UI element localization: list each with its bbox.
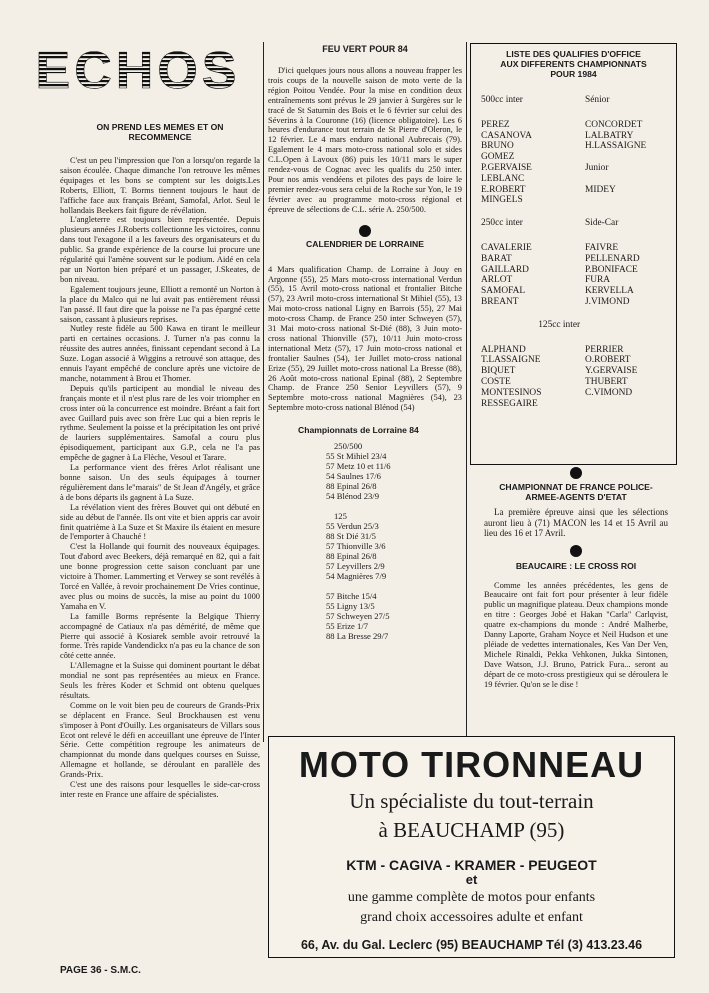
echos-article <box>60 122 260 800</box>
qualified-rider: P.BONIFACE <box>585 264 638 275</box>
championnat-item: 55 St Mihiel 23/4 <box>326 451 387 462</box>
championnat-group-label: 250/500 <box>334 441 363 452</box>
echos-paragraph: Egalement toujours jeune, Elliott a remonté un Norton à la place du Malco qui ne lui avait pas entièrement réussi l'an passé. Il faut dire que la poisse ne l'a pas épargné cette saison, cassant à plusieurs reprises. <box>60 284 260 324</box>
qualified-rider: FAIVRE <box>585 242 619 253</box>
championnat-item: 57 Leyvillers 2/9 <box>326 561 385 572</box>
echos-paragraph: La performance vient des frères Arlot réalisant une bonne saison. Un des seuls équipages à tourner régulièrement dans le"marais" de St Jean d'Angély, et grâce à de bons départs ils gagnent à La Suze. <box>60 463 260 502</box>
police-text: La première épreuve ainsi que les sélections auront lieu à (71) MACON les 14 et 15 Avril au lieu des 16 et 17 Avril. <box>484 507 668 538</box>
echos-paragraph: La famille Borms représente la Belgique Thierry accompagné de Catiaux n'a pas démérité, de même que Pierre qui associé à Kosiarek semble avoir retrouvé la forme. Très rapide Vandendickx n'a pas eu la chance de son côté cette année. <box>60 611 260 661</box>
qualified-rider <box>585 195 646 206</box>
qualified-rider: J.VIMOND <box>585 296 630 307</box>
qualified-rider <box>585 399 637 410</box>
qualified-rider: MONTESINOS <box>481 387 542 398</box>
qualified-rider: GAILLARD <box>481 264 529 275</box>
qualified-rider: Junior <box>585 162 609 173</box>
qualified-rider: ARLOT <box>481 275 513 286</box>
qualifies-section-title: Side-Car <box>585 218 619 229</box>
championnat-group <box>326 511 462 581</box>
page-footer: PAGE 36 - S.M.C. <box>60 965 141 976</box>
championnat-item: 55 Verdun 25/3 <box>326 521 379 532</box>
qualified-rider: COSTE <box>481 376 511 387</box>
echos-logo-text: ECHOS <box>35 44 241 94</box>
championnat-group-label: 125 <box>334 511 347 522</box>
echos-logo <box>34 44 242 94</box>
qualified-rider: FURA <box>585 275 611 286</box>
championnat-item: 55 Ligny 13/5 <box>326 601 375 612</box>
qualifies-section-title: 125cc inter <box>538 319 581 330</box>
championnat-item: 88 La Bresse 29/7 <box>326 631 389 642</box>
championnat-item: 55 Erize 1/7 <box>326 621 368 632</box>
middle-column <box>268 44 462 651</box>
qualified-rider: THUBERT <box>585 376 628 387</box>
qualifies-section-title: 250cc inter <box>481 218 523 229</box>
echos-paragraph: Nutley reste fidèle au 500 Kawa en tirant le meilleur parti en certaines occasions. J. Turner n'a pas connu la réussite des autres années, finissant cependant second à La Suze. Logan associé à Wiggins a retrouvé son attaque, des ennuis l'ayant empêché de conclure après une victoire de manche, notamment à Brou et Thomer. <box>60 324 260 383</box>
echos-paragraph: L'angleterre est toujours bien représentée. Depuis plusieurs années J.Roberts collectionne les victoires, connu dans tout l'exagone il a les faveurs des organisateurs et du public. Sa grande expérience de la course lui procure une régularité qui l'amène souvent sur le podium. Aidé en cela par un Norton bien préparé et un passager, J.Skeates, de bon niveau. <box>60 215 260 284</box>
championnat-item: 54 Blénod 23/9 <box>326 491 379 502</box>
advertisement-box <box>268 736 675 958</box>
championnat-item: 57 Metz 10 et 11/6 <box>326 461 391 472</box>
qualified-rider: CASANOVA <box>481 130 532 141</box>
qualified-rider: MIDEY <box>585 184 616 195</box>
ad-kids-line: une gamme complète de motos pour enfants <box>347 890 596 905</box>
qualified-rider: E.ROBERT <box>481 184 526 195</box>
bullet-dot <box>570 467 582 479</box>
ad-location: à BEAUCHAMP (95) <box>378 818 565 842</box>
echos-paragraph: C'est une des raisons pour lesquelles le side-car-cross inter reste en France une affaire de spécialistes. <box>60 780 260 799</box>
qualified-rider: BRUNO <box>481 141 514 152</box>
qualified-rider: Y.GERVAISE <box>585 366 638 377</box>
echos-paragraph: Comme on le voit bien peu de coureurs de Grands-Prix se déplacent en France. Seul Brockhausen est venu s'imposer à Pont d'Ouilly. Les organisateurs de Villars sous Ecot ont relevé le défi en acceuillant une épreuve de l'Inter Série. Cette compétition regroupe les animateurs de championnat du monde dans quelques courses en Suisse, Allemagne et hollande, se déroulant en parallèle des Grands-Prix. <box>60 700 260 780</box>
bullet-dot <box>359 225 371 237</box>
qualified-rider: O.ROBERT <box>585 355 631 366</box>
qualified-rider: RESSEGAIRE <box>481 398 538 409</box>
echos-paragraph: C'est la Hollande qui fournit des nouveaux équipages. Tout d'abord avec Beekers, déjà remarqué en 82, qui a fait une bonne progression cette saison concluant par une victoire à Thomer. Lammerting et Verwey se sont revélés à Torcé en Vallée, à revoir prochainement De Vries continue, avec plus ou moins de succès, la mise au point du 1000 Yamaha en V. <box>60 542 260 611</box>
qualifies-section <box>481 320 637 410</box>
qualifies-box <box>470 43 677 465</box>
championnat-item: 57 Thionville 3/6 <box>326 541 386 552</box>
ad-specialist: Un spécialiste du tout-terrain <box>349 789 594 813</box>
calendrier-heading: CALENDRIER DE LORRAINE <box>306 238 424 249</box>
ad-brands: KTM - CAGIVA - KRAMER - PEUGEOT <box>346 857 597 873</box>
column-divider-2 <box>466 42 467 742</box>
championnat-group <box>326 441 462 501</box>
qualified-rider: MINGELS <box>481 195 523 206</box>
beaucaire-heading: BEAUCAIRE : LE CROSS ROI <box>515 560 637 571</box>
feu-vert-text: D'ici quelques jours nous allons a nouveau frapper les trois coups de la nouvelle saison de moto verte de la région Poitou Vendée. Pour la mise en condition deux entraînements sont prévus le 29 janvier à Surgères sur le tracé de St Saturnin des Bois et le 6 février sur celui des Séverins à la Couronne (16) (licence obligatoire). Les 6 heures d'endurance tout terrain de St Pierre d'Oleron, le 12 février. Le 4 mars enduro national Aubrecais (79). Egalement le 4 mars moto-cross national solo et sides C.L.Open à Lavoux (86) puis les 10/11 mars le super rendez-vous de Cognac avec les qualifs du 250 inter. Pour nos amis vendéens et pilotes des pays de loire le premier rendez-vous sera celui de la Roche sur Yon, le 19 février avec au programme moto-cross régional et épreuve de sélections de C.L. série A. 250/500. <box>268 66 462 214</box>
column-divider-1 <box>263 42 264 742</box>
bullet-dot <box>570 545 582 557</box>
championnat-item: 57 Schweyen 27/5 <box>326 611 390 622</box>
qualifies-section-title: 500cc inter <box>481 95 523 105</box>
echos-logo-graphic <box>34 44 242 94</box>
right-column-lower <box>484 467 668 689</box>
calendrier-text: 4 Mars qualification Champ. de Lorraine à Jouy en Argonne (55), 25 Mars moto-cross international Verdun (55), 15 Avril moto-cross national et frontalier Bitche (57), 23 Avril moto-cross international St Mihiel (55), 13 Mai moto-cross national Ligny en Barrois (55), 27 Mai moto-cross Champ. de France 250 inter Schweyen (57), 31 Mai moto-cross national St-Dié (88), 3 Juin moto-cross national Thionville (57), 10/11 Juin moto-cross international Metz (57), 17 Juin moto-cross national et frontalier Saulnes (54), 1er Juillet moto-cross national Erize (55), 29 Juillet moto-cross national La Bresse (88), 26 Août moto-cross national Epinal (88), 2 Septembre Champ. de France 250 Senior Leyvillers (57), 9 Septembre moto-cross national Magnières (54), 23 Septembre moto-cross national Blénod (54) <box>268 264 462 413</box>
echos-paragraph: L'Allemagne et la Suisse qui dominent pourtant le débat mondial ne sont pas représentées au mieux en France. Seuls les frères Koder et Schmid ont obtenu quelques résultats. <box>60 661 260 700</box>
qualified-rider: LEBLANC <box>481 173 525 184</box>
championnat-item: 54 Magnières 7/9 <box>326 571 387 582</box>
beaucaire-text: Comme les années précédentes, les gens de Beaucaire ont fait fort pour présenter à leur fidèle public un magnifique plateau. Deux champions monde en titre : Georges Jobé et Hakan "Carla" Carlqvist, quatre ex-champions du monde : André Malherbe, Danny Laporte, Graham Noyce et Neil Hudson et une pléiade de vedettes internationales, Kes Van Der Ven, Michele Rinaldi, Pekka Vehkonen, Jukka Sintonen, Dave Watson, J.J. Bruno, Patrick Fura... seront au départ de ce moto-cross prestigieux qui se déroulera le 19 février. Qu'on se le dise ! <box>484 580 668 689</box>
qualified-rider: SAMOFAL <box>481 286 526 297</box>
qualified-rider: P.GERVAISE <box>481 162 532 173</box>
qualified-rider <box>585 174 646 185</box>
championnat-item: 54 Saulnes 17/6 <box>326 471 381 482</box>
qualified-rider: CONCORDET <box>585 119 643 130</box>
echos-paragraph: C'est un peu l'impression que l'on a lorsqu'on regarde la saison écoulée. Chaque dimanche l'on retrouve les mêmes équipages et les bons se comptent sur les doigts.Les Roberts, Elliott, T. Borms tiennent toujours le haut de l'affiche face aux français Bréant, Samofal, Arlot. Seul le hollandais Beekers fait figure de révélation. <box>60 156 260 215</box>
ad-accessories-line: grand choix accessoires adulte et enfant <box>360 910 583 925</box>
qualifies-section-title: Sénior <box>585 95 610 105</box>
ad-address: 66, Av. du Gal. Leclerc (95) BEAUCHAMP Tél (3) 413.23.46 <box>300 938 643 952</box>
ad-et: et <box>465 872 478 887</box>
echos-paragraph: Depuis qu'ils participent au mondial le niveau des français monte et il n'est plus rare de les voir triompher en cross inter où la concurrence est moindre. Bréant a fait fort avec Guillard puis avec son frère Luc qui a bien repris le rythme. Seulement la poisse et la précipitation les ont privé de lauriers supplémentaires. Samofal a couru plus épisodiquement, participant aux G.P., cela ne l'a pas empêche de gagner à La Flèche, Vesoul et Tarare. <box>60 383 260 463</box>
qualifies-heading: LISTE DES QUALIFIES D'OFFICE AUX DIFFERENTS CHAMPIONNATS POUR 1984 <box>500 49 647 79</box>
qualified-rider: PELLENARD <box>585 253 640 264</box>
police-heading: CHAMPIONNAT DE FRANCE POLICE-ARMEE-AGENTS D'ETAT <box>499 482 653 502</box>
championnat-item: 88 St Dié 31/5 <box>326 531 376 542</box>
championnat-item: 57 Bitche 15/4 <box>326 591 377 602</box>
qualified-rider <box>585 152 646 163</box>
qualifies-section <box>481 218 640 308</box>
qualified-rider: GOMEZ <box>481 152 515 163</box>
qualified-rider: C.VIMOND <box>585 387 633 398</box>
qualified-rider: BREANT <box>481 296 519 307</box>
qualified-rider: ALPHAND <box>481 344 526 355</box>
qualifies-lists <box>471 79 676 409</box>
championnats-heading: Championnats de Lorraine 84 <box>298 425 419 436</box>
echos-paragraph: La révélation vient des frères Bouvet qui ont débuté en side au début de l'année. Ils ont vite et bien appris car avoir finit quatrième à La Suze et St Maxire ils étaient en mesure de l'emporter à Chauché ! <box>60 502 260 542</box>
qualified-rider: LALBATRY <box>585 130 634 141</box>
qualified-rider: CAVALERIE <box>481 242 532 253</box>
feu-vert-heading: FEU VERT POUR 84 <box>322 44 408 54</box>
championnat-item: 88 Epinal 26/8 <box>326 551 377 562</box>
ad-title: MOTO TIRONNEAU <box>298 744 645 785</box>
qualified-rider: H.LASSAIGNE <box>585 141 647 152</box>
qualified-rider: PEREZ <box>481 119 510 130</box>
echos-heading: ON PREND LES MEMES ET ON RECOMMENCE <box>96 122 224 142</box>
qualifies-section <box>481 95 646 206</box>
qualified-rider: PERRIER <box>585 344 624 355</box>
championnat-item: 88 Epinal 26/8 <box>326 481 377 492</box>
championnat-group <box>326 591 462 641</box>
qualified-rider: T.LASSAIGNE <box>481 355 541 366</box>
qualified-rider: KERVELLA <box>585 286 634 297</box>
qualified-rider: BIQUET <box>481 366 516 377</box>
echos-paragraphs <box>60 156 260 800</box>
championnats-list <box>268 441 462 641</box>
qualified-rider: BARAT <box>481 253 512 264</box>
